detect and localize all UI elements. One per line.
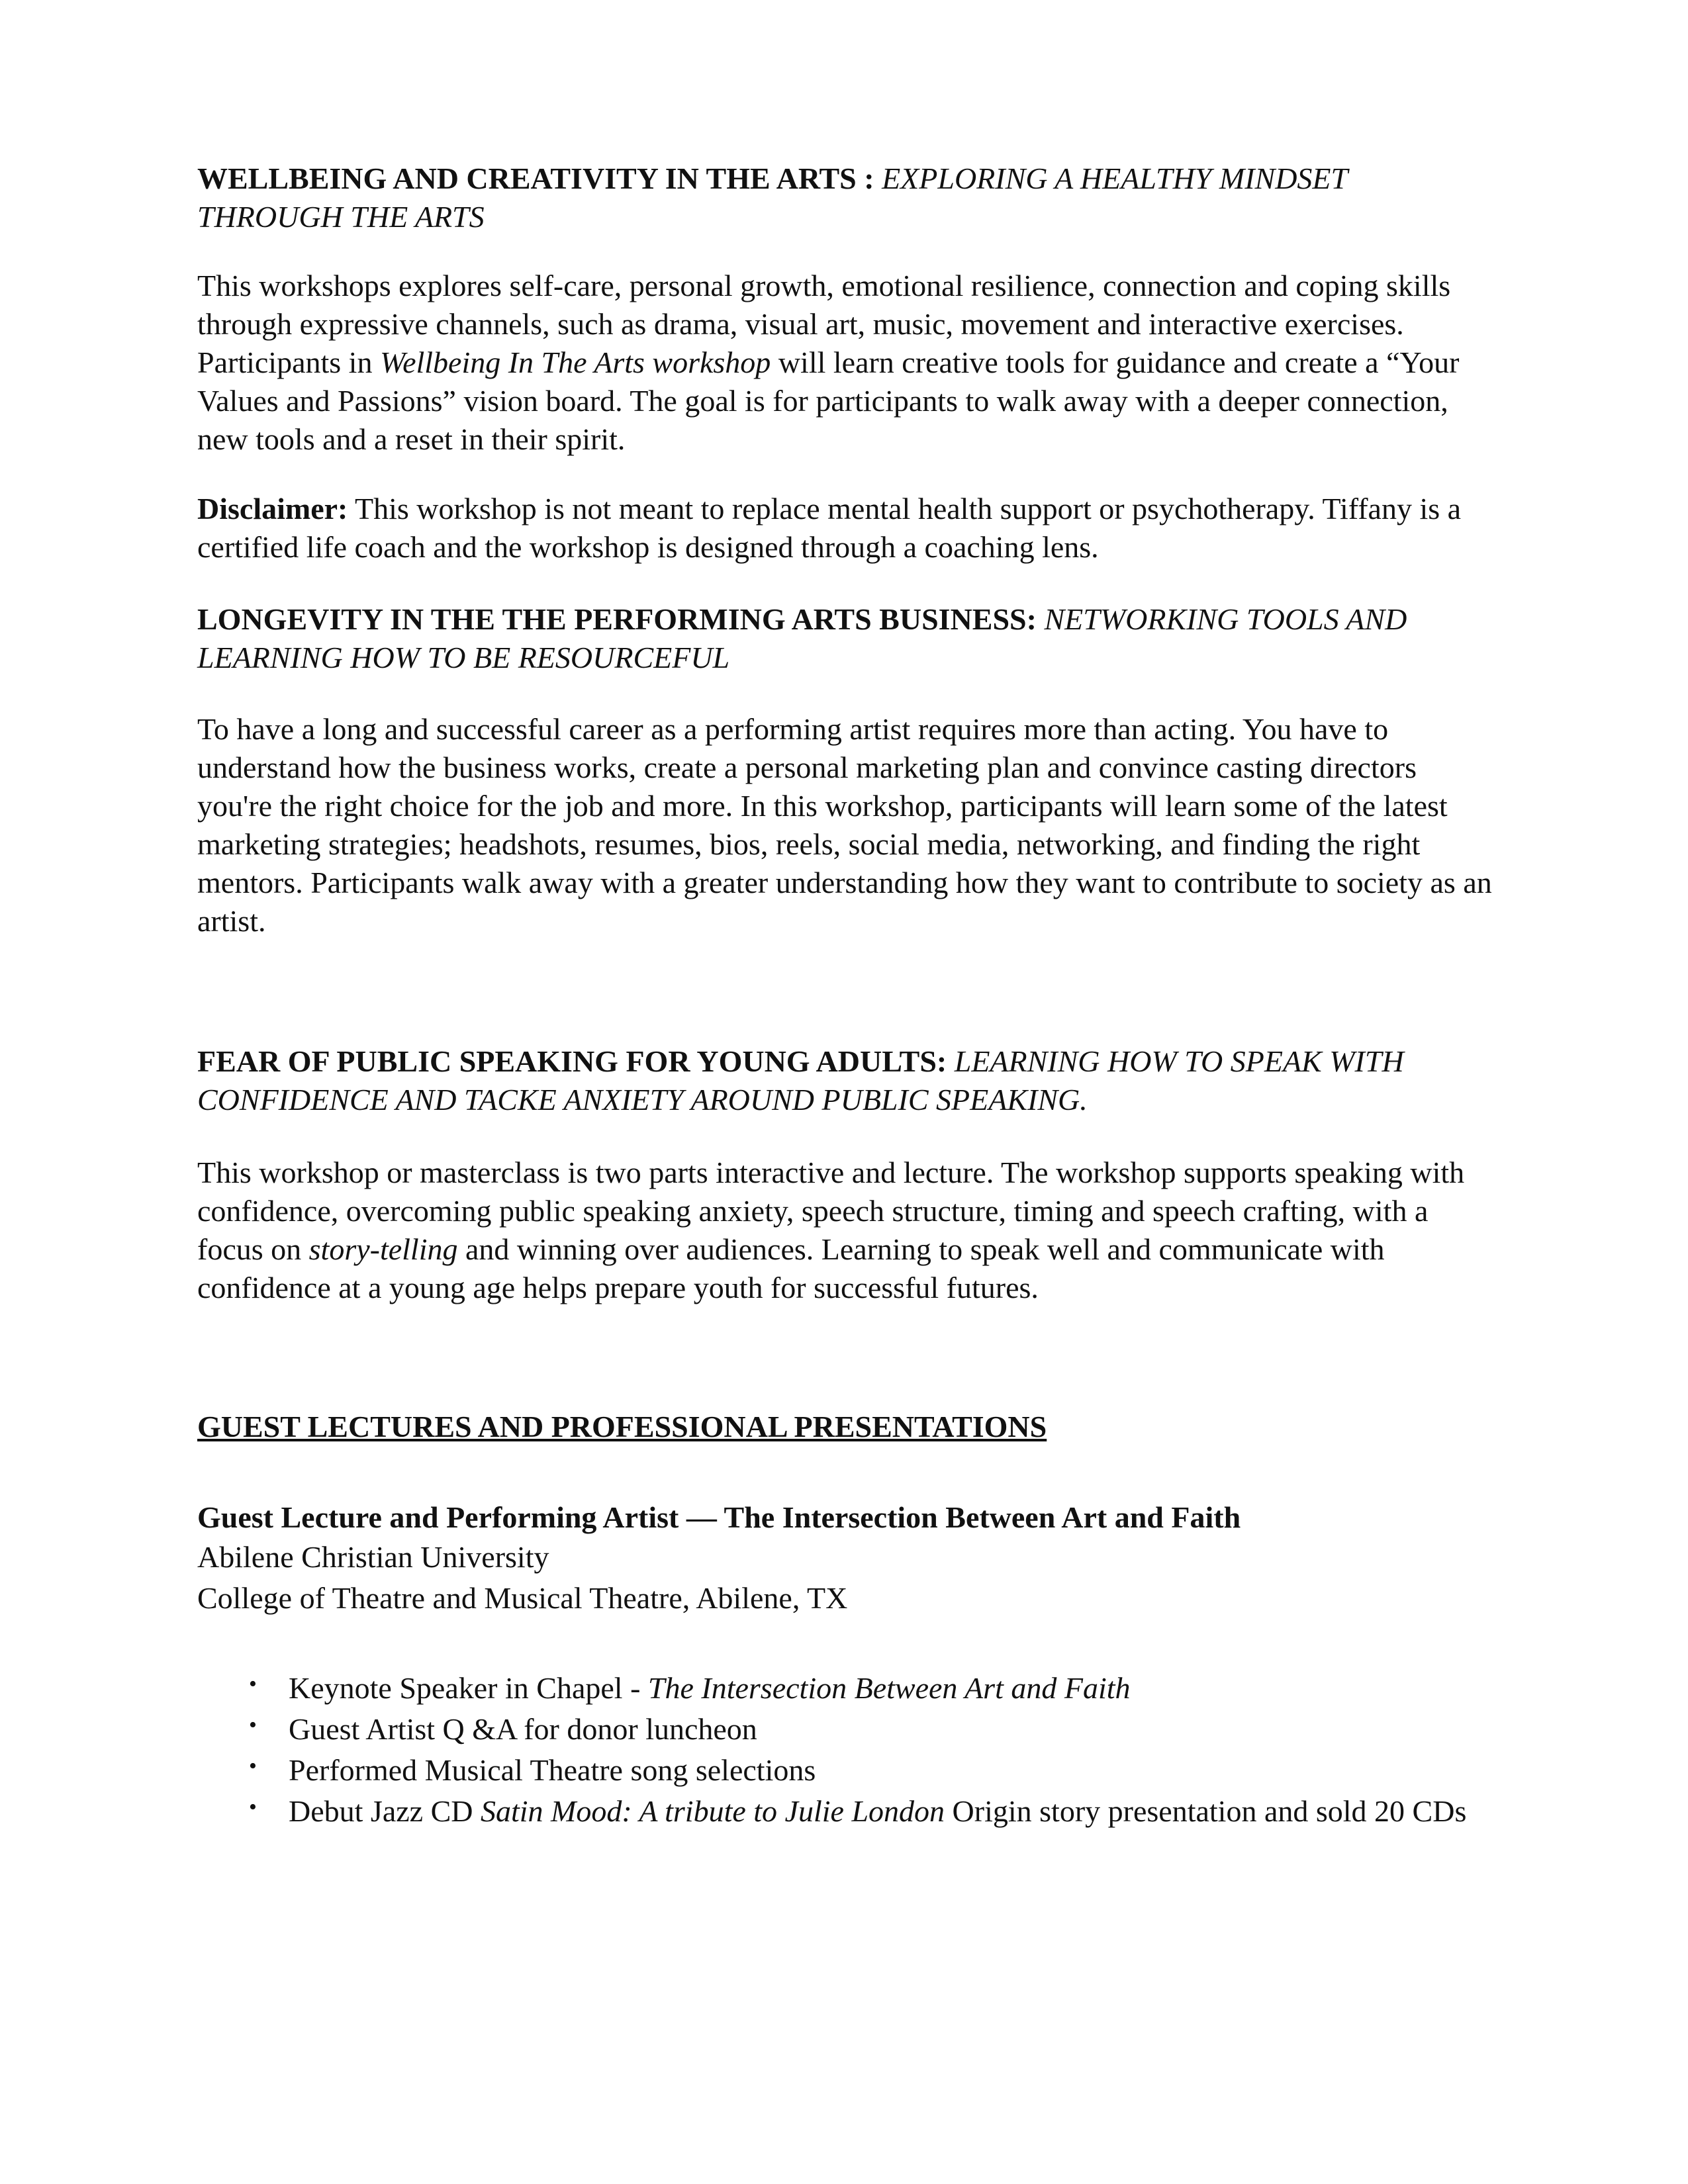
workshop-public-speaking-description bbox=[197, 1154, 1495, 1307]
storytelling-emphasis: story-telling bbox=[308, 1232, 458, 1266]
workshop-subtitle: EXPLORING A HEALTHY MINDSET THROUGH THE ARTS bbox=[197, 161, 1348, 234]
workshop-title: LONGEVITY IN THE THE PERFORMING ARTS BUSINESS: bbox=[197, 602, 1037, 636]
section-heading: GUEST LECTURES AND PROFESSIONAL PRESENTATIONS bbox=[197, 1410, 1047, 1443]
description-text: To have a long and successful career as a performing artist requires more than acting. You have to understand how the business works, create a personal marketing plan and convince casting directors you're the right choice for the job and more. In this workshop, participants will learn some of the latest marketing strategies; headshots, resumes, bios, reels, social media, networking, and finding the right mentors. Participants walk away with a greater understanding how they want to contribute to society as an artist. bbox=[197, 712, 1492, 938]
bullet-icon: • bbox=[249, 1672, 257, 1696]
bullet-icon: • bbox=[249, 1795, 257, 1819]
workshop-wellbeing-description bbox=[197, 267, 1495, 459]
list-item: • Guest Artist Q &A for donor luncheon bbox=[197, 1709, 1495, 1750]
disclaimer-text: This workshop is not meant to replace mental health support or psychotherapy. Tiffany is a certified life coach and the workshop is designed through a coaching lens. bbox=[197, 492, 1462, 564]
workshop-subtitle: LEARNING HOW TO SPEAK WITH CONFIDENCE AND TACKE ANXIETY AROUND PUBLIC SPEAKIN bbox=[197, 1044, 1404, 1116]
list-item: • Debut Jazz CD Satin Mood: A tribute to Julie London Origin story presentation and sold 20 CDs bbox=[197, 1791, 1495, 1832]
workshop-subtitle: NETWORKING TOOLS AND LEARNING HOW TO BE RESOURCEFUL bbox=[197, 602, 1407, 674]
workshop-subtitle-end: G. bbox=[1058, 1083, 1088, 1116]
description-text: will learn creative tools for guidance and create a “Your Values and Passions” vision board. The goal is for participants to walk away with a deeper connection, new tools and a reset in their spirit. bbox=[197, 345, 1460, 456]
workshop-public-speaking-heading bbox=[197, 1042, 1495, 1119]
guest-lecture-entry bbox=[197, 1498, 1495, 1619]
disclaimer-label: Disclaimer: bbox=[197, 492, 348, 525]
workshop-wellbeing-heading bbox=[197, 159, 1495, 236]
list-item: • Keynote Speaker in Chapel - The Intersection Between Art and Faith bbox=[197, 1668, 1495, 1709]
description-text: This workshops explores self-care, personal growth, emotional resilience, connection and coping skills through expressive channels, such as drama, visual art, music, movement and interactive exercises. Participants in bbox=[197, 269, 1451, 379]
disclaimer-paragraph bbox=[197, 490, 1495, 567]
bullet-icon: • bbox=[249, 1754, 257, 1778]
workshop-name-emphasis: Wellbeing In The Arts workshop bbox=[379, 345, 771, 379]
institution-name: Abilene Christian University bbox=[197, 1540, 549, 1574]
workshop-longevity-description bbox=[197, 710, 1495, 940]
lecture-activities-list bbox=[197, 1668, 1495, 1832]
workshop-title: FEAR OF PUBLIC SPEAKING FOR YOUNG ADULTS: bbox=[197, 1044, 947, 1078]
list-item: • Performed Musical Theatre song selections bbox=[197, 1750, 1495, 1791]
lecture-title: Guest Lecture and Performing Artist — The Intersection Between Art and Faith bbox=[197, 1500, 1241, 1534]
bullet-icon: • bbox=[249, 1713, 257, 1737]
description-text: and winning over audiences. Learning to speak well and communicate with confidence at a young age helps prepare youth for successful futures. bbox=[197, 1232, 1385, 1304]
college-location: College of Theatre and Musical Theatre, Abilene, TX bbox=[197, 1581, 848, 1615]
workshop-longevity-heading bbox=[197, 600, 1495, 677]
description-text: This workshop or masterclass is two parts interactive and lecture. The workshop supports speaking with confidence, overcoming public speaking anxiety, speech structure, timing and speech crafting, with a focus on bbox=[197, 1156, 1465, 1266]
guest-lectures-section bbox=[197, 1408, 1495, 1446]
workshop-title: WELLBEING AND CREATIVITY IN THE ARTS : bbox=[197, 161, 874, 195]
